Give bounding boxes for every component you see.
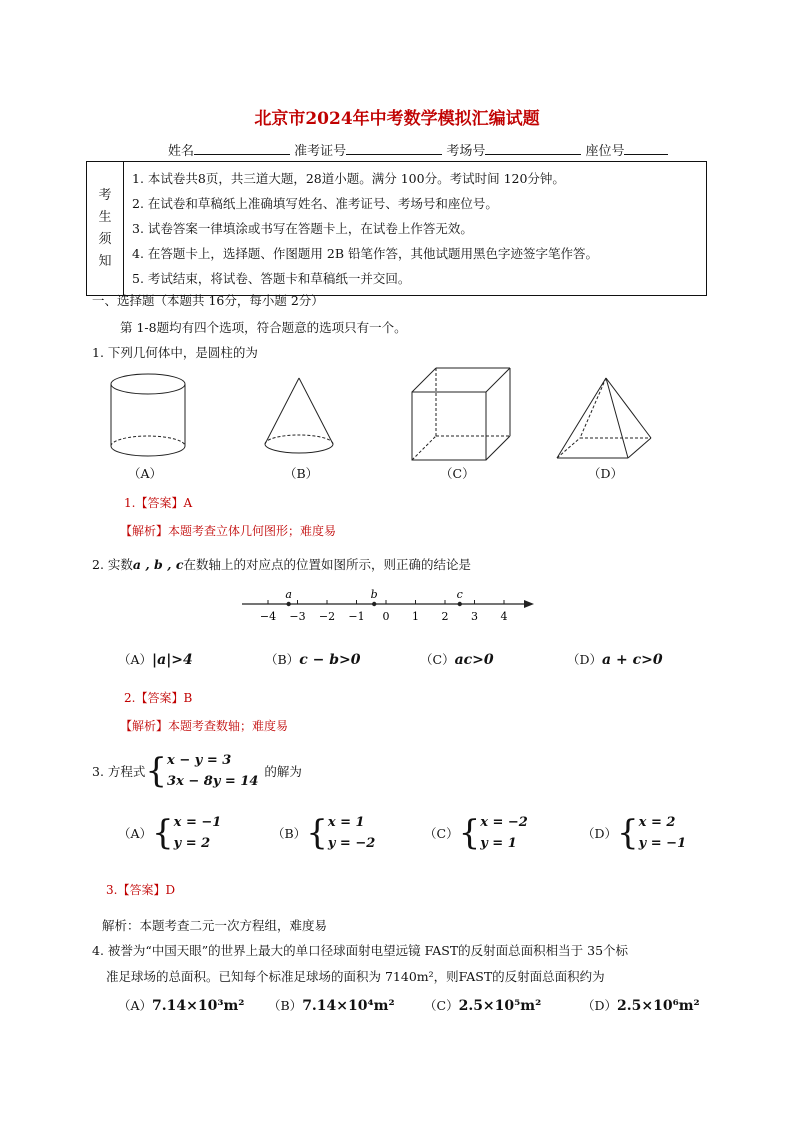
brace: { [458, 813, 481, 853]
name-blank[interactable] [194, 142, 290, 155]
option-label: （D） [582, 826, 618, 841]
tick-label: 4 [500, 610, 508, 623]
q4-option-c[interactable] [424, 996, 541, 1014]
option-label: （A） [118, 998, 153, 1013]
q3-answer: 3.【答案】D [106, 883, 176, 897]
option-expr: 7.14×10³m² [152, 998, 245, 1014]
option-line: x = 1 [327, 815, 365, 830]
q3-option-c[interactable] [424, 812, 528, 854]
option-expr: ac>0 [454, 652, 494, 668]
notice-heading [87, 162, 124, 296]
number-line [238, 586, 538, 626]
tick-label: 0 [382, 610, 390, 623]
q1-answer: 1.【答案】A [124, 496, 193, 510]
seat-label: 座位号 [585, 144, 625, 159]
page-title: 北京市2024年中考数学模拟汇编试题 [254, 109, 540, 129]
q3-option-a[interactable] [118, 812, 221, 854]
cylinder-figure [111, 374, 185, 456]
option-system [639, 812, 686, 854]
q3-stem-post: 的解为 [264, 764, 302, 779]
q3-option-b[interactable] [272, 812, 375, 854]
option-label: （B） [272, 826, 307, 841]
option-expr: 2.5×10⁶m² [617, 998, 700, 1014]
exam-notice-box [86, 161, 707, 296]
tick-label: 2 [441, 610, 449, 623]
point-label: a [285, 588, 292, 601]
name-label: 姓名 [168, 144, 195, 159]
candidate-info-line [168, 140, 668, 159]
q3-system [167, 750, 258, 792]
notice-item: 5. 考试结束，将试卷、答题卡和草稿纸一并交回。 [132, 271, 411, 286]
q1-label-a: （A） [128, 466, 163, 481]
q2-answer: 2.【答案】B [124, 691, 193, 705]
point-label: b [370, 588, 378, 601]
q4-stem-line2: 准足球场的总面积。已知每个标准足球场的面积为 7140m²，则FAST的反射面总面积约为 [106, 969, 605, 984]
tick-label: 1 [412, 610, 419, 623]
option-system [174, 812, 222, 854]
point-b [372, 602, 376, 606]
q3-stem-pre: 3. 方程式 [92, 764, 146, 779]
notice-item: 1. 本试卷共8页，共三道大题，28道小题。满分 100分。考试时间 120分钟。 [132, 171, 565, 186]
q3-eq1: x − y = 3 [167, 753, 232, 768]
cone-figure [265, 378, 333, 453]
point-a [286, 602, 290, 606]
option-line: x = 2 [638, 815, 676, 830]
q2-stem-post: 在数轴上的对应点的位置如图所示，则正确的结论是 [183, 557, 471, 572]
notice-heading-char: 须 [98, 231, 112, 247]
section-heading: 一、选择题（本题共 16分，每小题 2分） [92, 293, 324, 308]
q1-analysis: 【解析】本题考查立体几何图形；难度易 [120, 524, 337, 538]
option-expr: c − b>0 [299, 652, 361, 668]
option-system [328, 812, 375, 854]
option-expr: a + c>0 [602, 652, 663, 668]
brace: { [306, 813, 328, 853]
tick-label: −2 [318, 610, 336, 623]
seat-blank[interactable] [624, 142, 668, 155]
pyramid-figure [557, 378, 651, 458]
q4-option-a[interactable] [118, 996, 244, 1014]
q1-stem: 1. 下列几何体中，是圆柱的为 [92, 345, 258, 360]
option-line: y = 1 [480, 836, 517, 851]
notice-item: 3. 试卷答案一律填涂或书写在答题卡上，在试卷上作答无效。 [132, 221, 473, 236]
tick-label: −1 [348, 610, 365, 623]
option-line: x = −1 [173, 815, 222, 830]
option-expr: 7.14×10⁴m² [302, 998, 395, 1014]
option-line: y = 2 [173, 836, 211, 851]
option-system [480, 812, 528, 854]
q1-label-c: （C） [440, 466, 475, 481]
q4-option-b[interactable] [268, 996, 395, 1014]
option-label: （B） [268, 998, 303, 1013]
notice-item: 2. 在试卷和草稿纸上准确填写姓名、准考证号、考场号和座位号。 [132, 196, 498, 211]
q3-analysis: 解析：本题考查二元一次方程组，难度易 [102, 918, 328, 933]
option-line: x = −2 [480, 815, 528, 830]
brace: { [152, 813, 174, 853]
q1-label-d: （D） [588, 466, 624, 481]
tick-label: −3 [289, 610, 306, 623]
option-expr: 2.5×10⁵m² [458, 998, 542, 1014]
option-line: y = −1 [638, 836, 687, 851]
point-c [458, 602, 462, 606]
notice-heading-char: 生 [98, 209, 112, 225]
option-label: （C） [424, 998, 459, 1013]
q3-stem [92, 750, 302, 792]
option-line: y = −2 [327, 836, 376, 851]
q1-label-b: （B） [284, 466, 319, 481]
q2-stem-pre: 2. 实数 [92, 557, 133, 572]
q4-stem-line1: 4. 被誉为“中国天眼”的世界上最大的单口径球面射电望远镜 FAST的反射面总面积相当于 35个标 [92, 943, 629, 958]
point-label: c [456, 588, 463, 601]
room-blank[interactable] [485, 142, 581, 155]
notice-heading-char: 知 [98, 253, 112, 269]
option-expr: |a|>4 [152, 652, 193, 668]
q2-analysis: 【解析】本题考查数轴；难度易 [120, 719, 289, 733]
option-label: （A） [118, 826, 153, 841]
option-label: （C） [424, 826, 459, 841]
q2-option-c[interactable] [420, 650, 494, 668]
brace: { [617, 813, 639, 853]
option-label: （D） [567, 652, 603, 667]
q4-option-d[interactable] [582, 996, 700, 1014]
room-label: 考场号 [446, 144, 486, 159]
q2-stem [92, 555, 471, 573]
cube-figure [412, 368, 510, 460]
tick-label: 3 [471, 610, 478, 623]
option-label: （C） [420, 652, 455, 667]
q2-option-b[interactable] [265, 650, 360, 668]
tick-label: −4 [259, 610, 277, 623]
q2-vars: a , b , c [132, 557, 184, 572]
option-label: （B） [265, 652, 300, 667]
q3-eq2: 3x − 8y = 14 [167, 774, 259, 789]
q2-option-a[interactable] [118, 650, 193, 668]
exam-id-blank[interactable] [346, 142, 442, 155]
notice-heading-char: 考 [98, 187, 112, 203]
brace: { [145, 751, 168, 791]
q3-option-d[interactable] [582, 812, 686, 854]
option-label: （A） [118, 652, 153, 667]
notice-items [124, 162, 707, 296]
number-line-ticks [260, 588, 508, 623]
section-intro: 第 1-8题均有四个选项，符合题意的选项只有一个。 [120, 320, 407, 335]
exam-id-label: 准考证号 [294, 144, 347, 159]
option-label: （D） [582, 998, 618, 1013]
q2-option-d[interactable] [567, 650, 663, 668]
notice-item: 4. 在答题卡上，选择题、作图题用 2B 铅笔作答，其他试题用黑色字迹签字笔作答。 [132, 246, 598, 261]
